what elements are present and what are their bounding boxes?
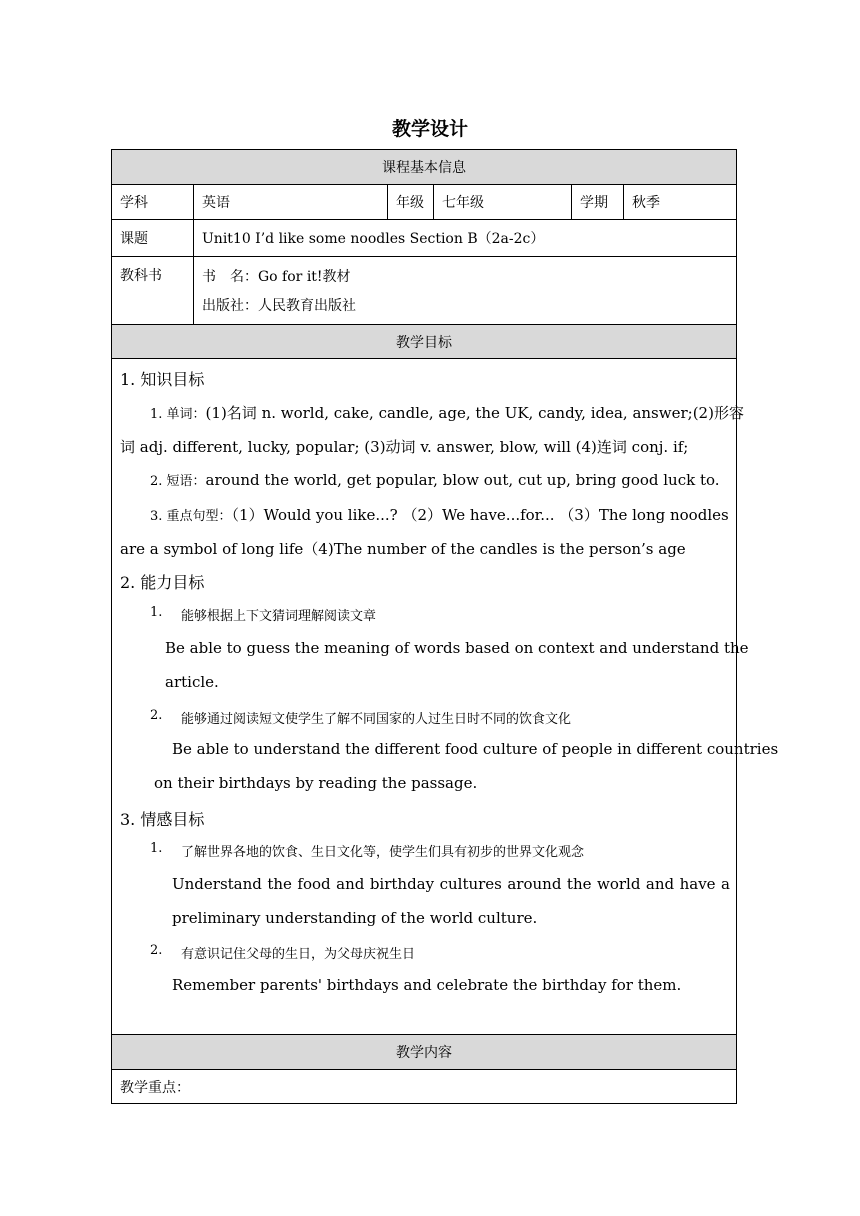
vocab-text: (1)名词 n. world, cake, candle, age, the UK, candy, idea, answer;(2)形容: [205, 404, 744, 422]
ability-1-num: 1.: [150, 605, 163, 620]
subject-row: [112, 185, 736, 220]
sentence-line-1: [150, 504, 729, 525]
emotion-1-en-1: Understand the food and birthday cultures around the world and have a: [172, 875, 730, 893]
ability-1-en-1: Be able to guess the meaning of words based on context and understand the: [165, 639, 749, 657]
textbook-row: [112, 257, 736, 325]
content-header-label: 教学内容: [396, 1045, 452, 1061]
book-name-line: 书 名：Go for it!教材: [202, 268, 351, 285]
ability-2-en-1: Be able to understand the different food culture of people in different countries: [172, 740, 779, 758]
vocab-line-1: [150, 402, 744, 423]
grade-value: 七年级: [434, 185, 572, 219]
subject-label: 学科: [112, 185, 194, 219]
phrase-num: 2. 短语：: [150, 474, 206, 489]
subject-value: 英语: [194, 185, 388, 219]
term-label: 学期: [572, 185, 624, 219]
grade-label: 年级: [388, 185, 434, 219]
emotion-2-cn: 有意识记住父母的生日，为父母庆祝生日: [181, 947, 416, 962]
basic-info-header: [112, 150, 736, 185]
ability-2-cn: 能够通过阅读短文使学生了解不同国家的人过生日时不同的饮食文化: [181, 712, 572, 727]
phrase-line: [150, 470, 720, 489]
lesson-plan-table: [111, 149, 779, 1104]
knowledge-goal-title: 1. 知识目标: [120, 370, 205, 389]
ability-goal-title: 2. 能力目标: [120, 573, 205, 592]
emotion-2-num: 2.: [150, 943, 163, 958]
key-points-row: [112, 1070, 736, 1103]
emotion-1-num: 1.: [150, 841, 163, 856]
vocab-num: 1. 单词：: [150, 407, 206, 422]
sentence-line-2: are a symbol of long life（4)The number of the candles is the person’s age: [120, 540, 686, 558]
page-title: 教学设计: [391, 118, 468, 140]
sentence-num: 3. 重点句型：: [150, 509, 232, 524]
objectives-header: [112, 325, 736, 359]
content-header: [112, 1035, 736, 1070]
sentence-text: （1）Would you like...? （2）We have...for... （3）The long noodles: [231, 506, 729, 524]
ability-2-num: 2.: [150, 708, 163, 723]
emotion-1-cn: 了解世界各地的饮食、生日文化等，使学生们具有初步的世界文化观念: [181, 845, 585, 860]
emotion-goal-title: 3. 情感目标: [120, 810, 205, 829]
ability-1-cn: 能够根据上下文猜词理解阅读文章: [181, 609, 377, 624]
textbook-label: 教科书: [112, 257, 194, 324]
objectives-header-label: 教学目标: [396, 334, 452, 351]
phrase-text: around the world, get popular, blow out, cut up, bring good luck to.: [205, 471, 720, 489]
vocab-line-2: 词 adj. different, lucky, popular; (3)动词 v. answer, blow, will (4)连词 conj. if;: [120, 438, 689, 456]
basic-info-header-label: 课程基本信息: [382, 160, 466, 176]
objectives-body: [112, 359, 779, 1035]
ability-1-en-2: article.: [165, 673, 219, 691]
topic-value: Unit10 I’d like some noodles Section B（2a-2c）: [202, 231, 545, 247]
key-points-label: 教学重点：: [120, 1079, 190, 1096]
emotion-2-en: Remember parents' birthdays and celebrate the birthday for them.: [172, 976, 682, 994]
topic-label: 课题: [112, 220, 194, 256]
topic-row: [112, 220, 736, 257]
term-value: 秋季: [632, 195, 660, 211]
publisher-line: 出版社：人民教育出版社: [202, 298, 356, 315]
textbook-value: [194, 257, 736, 324]
emotion-1-en-2: preliminary understanding of the world culture.: [172, 909, 538, 927]
ability-2-en-2: on their birthdays by reading the passage.: [154, 774, 478, 792]
